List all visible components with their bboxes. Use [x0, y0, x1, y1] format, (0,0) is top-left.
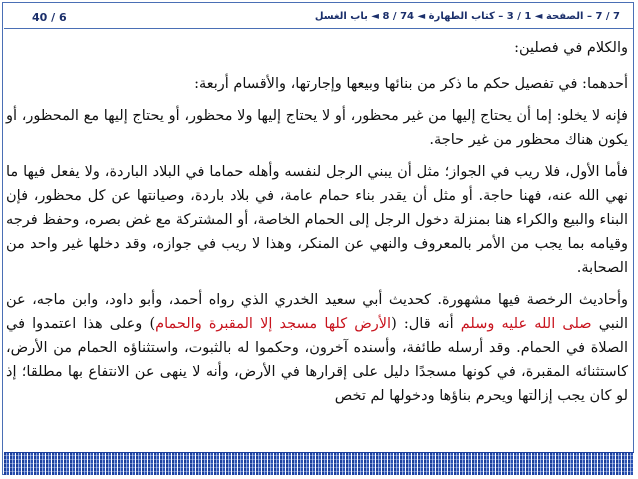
header-divider — [4, 28, 634, 29]
paragraph-3: فأما الأول، فلا ريب في الجواز؛ مثل أن يبني الرجل لنفسه وأهله حماما في البلاد الباردة، ولا يفعل فيها ما نهي الله عنه، فهنا حاجة. أو مثل أن يقدر بناء حمام عامة، في بلاد باردة، وصيانتها عن كل محظور، فإن البناء والبيع والكراء هنا بمنزلة دخول الرجل إلى الحمام الخاصة، أو المشتركة مع غض بصره، وحفظ فرجه وقيامه بما يجب من الأمر بالمعروف والنهي عن المنكر، وهذا لا ريب في جوازه، وقد دخلها غير واحد من الصحابة. — [6, 164, 628, 276]
hadith-quote: الأرض كلها مسجد إلا المقبرة والحمام — [155, 316, 392, 332]
paragraph-4-text-a: وأحاديث الرخصة فيها مشهورة. كحديث أبي سعيد الخدري الذي رواه أحمد، وأبو داود، وابن ماجه، عن النبي — [6, 292, 629, 332]
paragraph-1: أحدهما: في تفصيل حكم ما ذكر من بنائها وبيعها وإجارتها، والأقسام أربعة: — [194, 76, 628, 92]
page-indicator: 40 / 6 — [32, 11, 67, 24]
breadcrumb[interactable]: 7 / 7 – الصفحة ◄ 1 / 3 – كتاب الطهارة ◄ 74 / 8 ◄ باب الغسل — [314, 11, 620, 22]
salutation-text: صلى الله عليه وسلم — [460, 316, 592, 332]
paragraph-4-text-b: أنه قال: ( — [391, 316, 454, 332]
decorative-footer-border — [4, 452, 634, 475]
paragraph-4 — [6, 288, 628, 408]
section-heading: والكلام في فصلين: — [514, 40, 628, 56]
paragraph-4-text-c: ) وعلى هذا اعتمدوا في الصلاة في الحمام. وقد أرسله طائفة، وأسنده آخرون، وحكموا له بالثبوت، واستثناؤه الحمام من الأرض، كاستثنائه المقبرة، في كونها مسجدًا دليل على إقرارها في الأرض، وأنه لا ينهى عن الانتفاع بها مطلقا؛ إذ لو كان يجب إزالتها ويحرم بناؤها ودخولها لم تخص — [6, 316, 628, 404]
paragraph-2: فإنه لا يخلو: إما أن يحتاج إليها من غير محظور، أو لا يحتاج إليها ولا محظور، أو يحتاج إليها مع المحظور، أو يكون هناك محظور من غير حاجة. — [6, 108, 628, 148]
document-body — [6, 36, 628, 416]
header-bar — [4, 6, 634, 30]
